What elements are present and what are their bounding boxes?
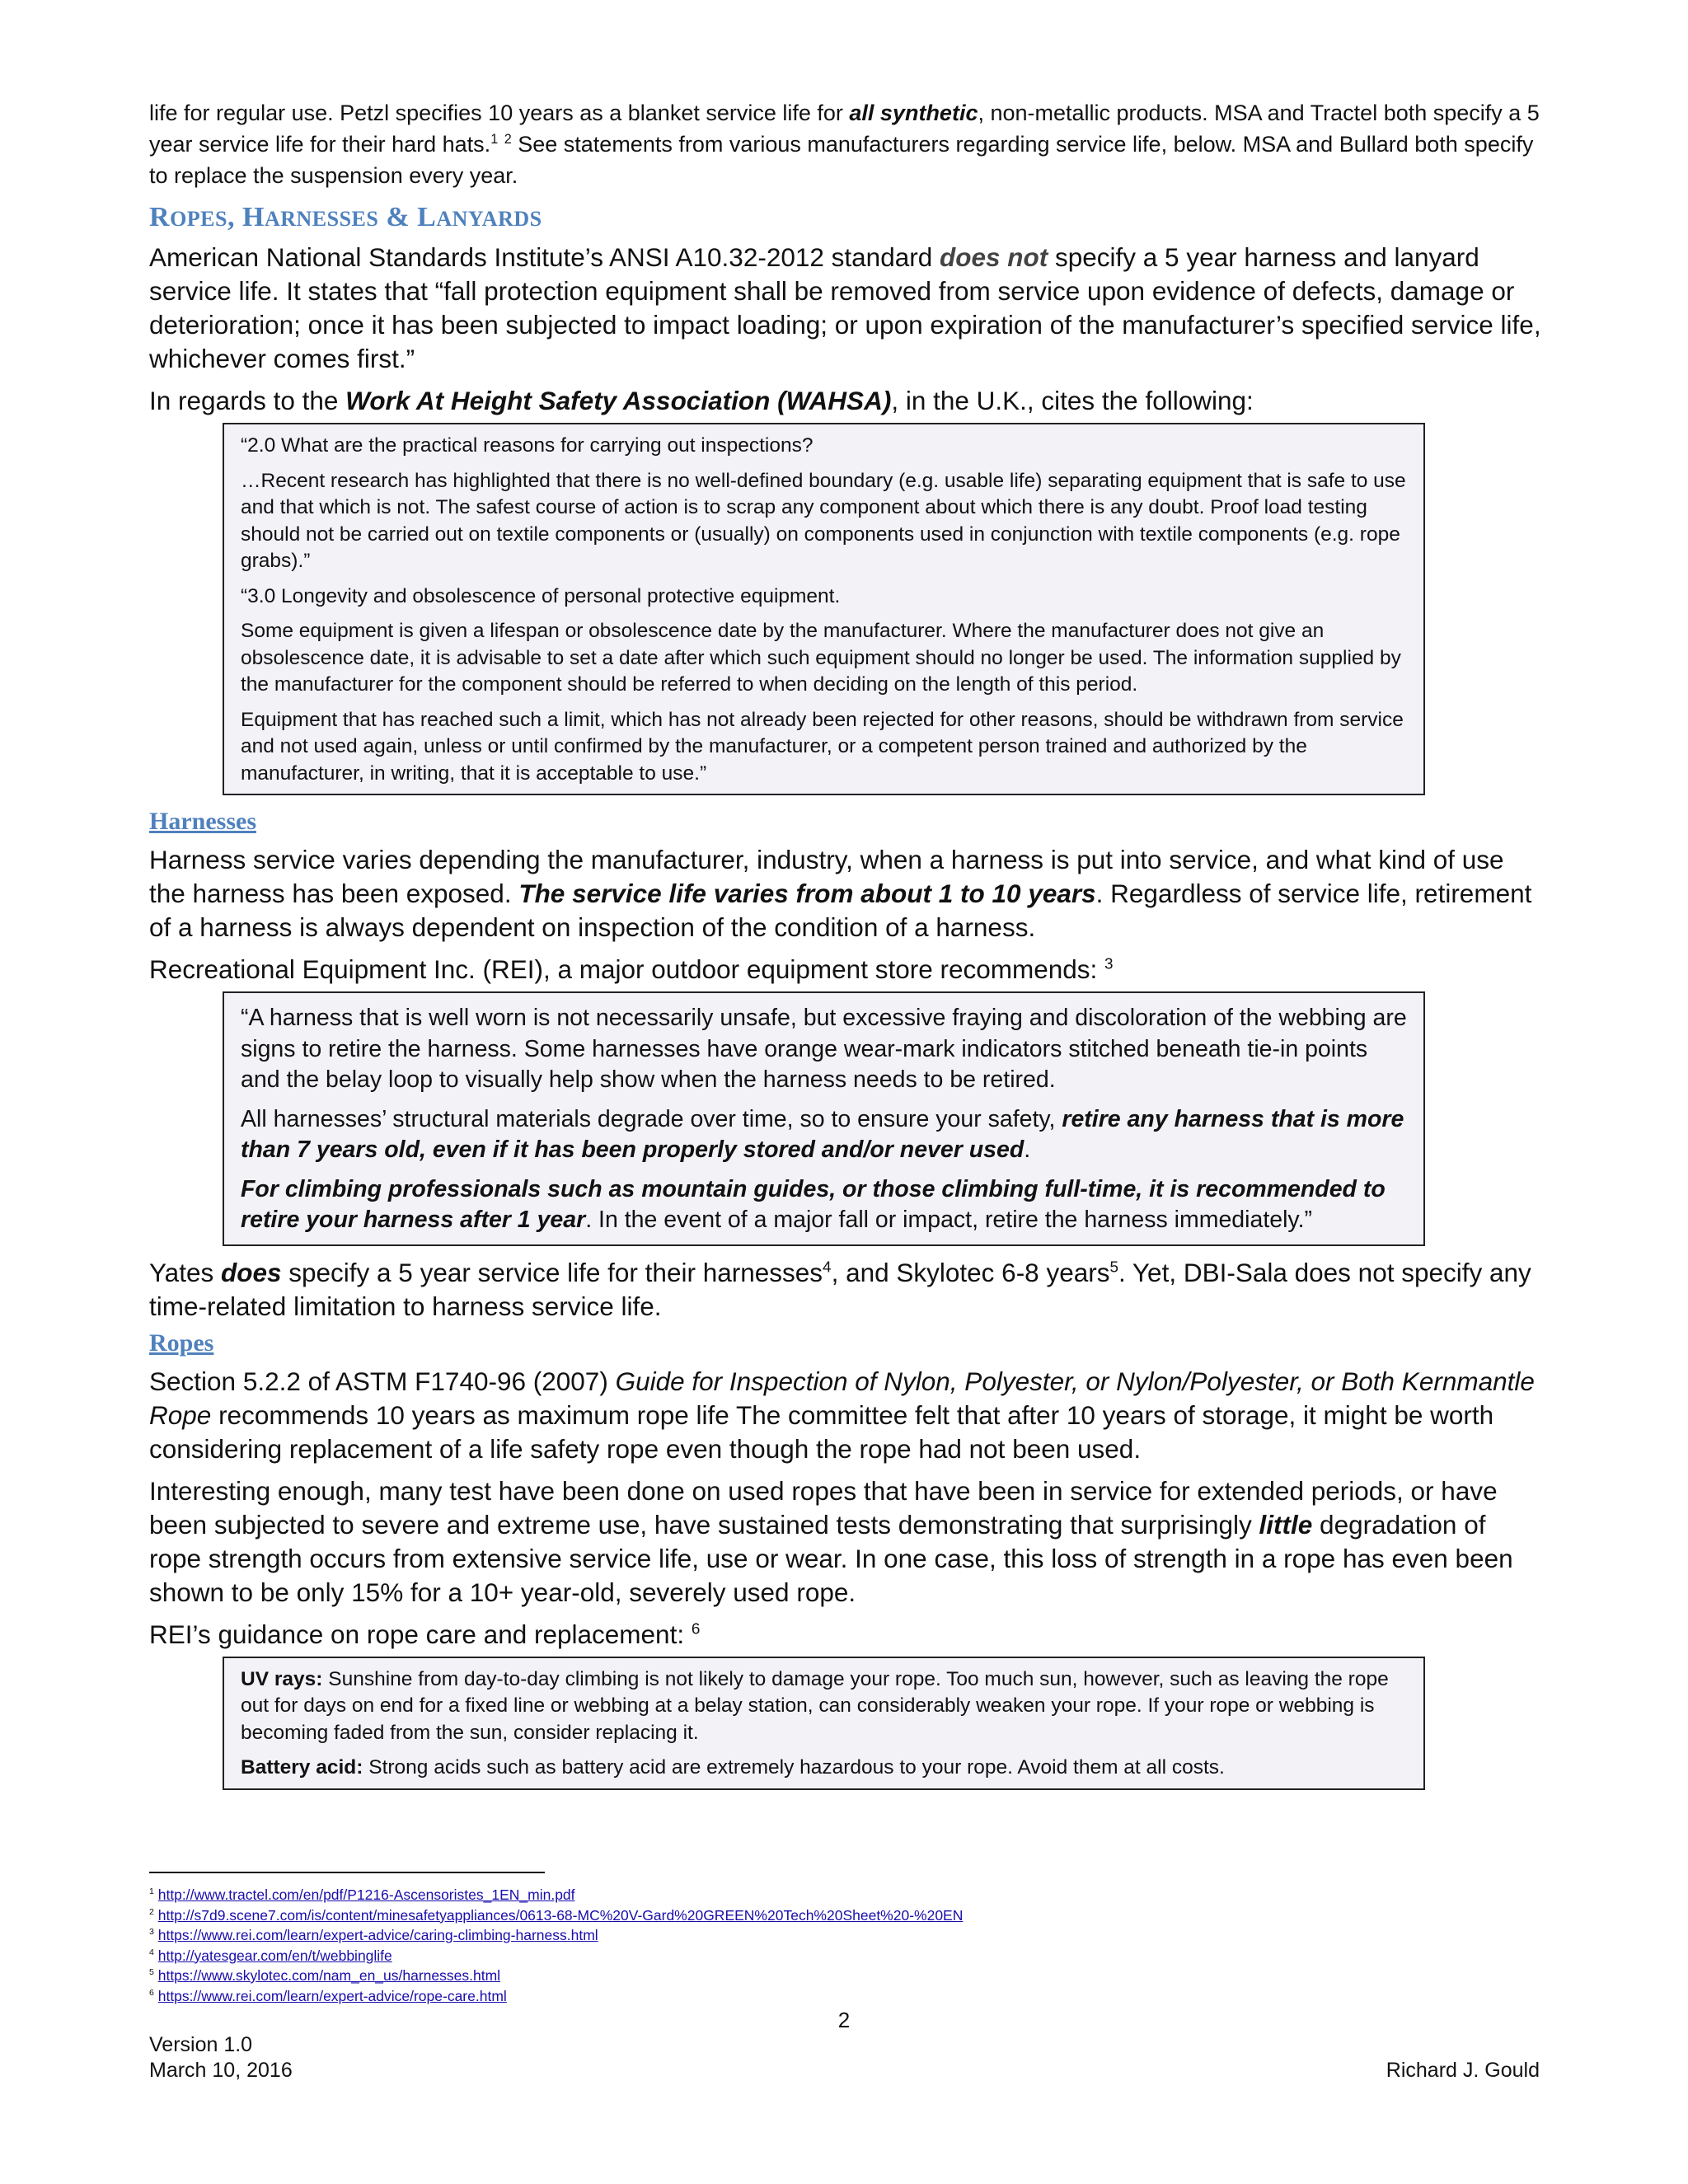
footnote-link[interactable]: http://www.tractel.com/en/pdf/P1216-Ascensoristes_1EN_min.pdf [157, 1886, 575, 1903]
quote-paragraph [241, 1666, 1407, 1747]
rei-harness-intro [149, 953, 1542, 987]
text-run: Harness service varies depending the manufacturer, industry, when a harness is put into service, and what kind of use the harness has been exposed. [149, 845, 1504, 908]
intro-paragraph [149, 97, 1542, 191]
astm-paragraph [149, 1365, 1542, 1466]
quote-paragraph: “2.0 What are the practical reasons for carrying out inspections? [241, 434, 814, 457]
rei-rope-quote-box [223, 1657, 1425, 1790]
version-label: Version 1.0 [149, 2033, 253, 2056]
footnote-number: 5 [149, 1967, 154, 1978]
footnote [149, 1905, 1386, 1926]
text-run: . Regardless of service life, retirement of a harness is always dependent on inspection of the condition of a harness. [149, 879, 1532, 942]
author-label: Richard J. Gould [1386, 2059, 1540, 2082]
subheading-harnesses: Harnesses [149, 808, 256, 835]
harness-service-paragraph [149, 843, 1542, 944]
footer-left [149, 2032, 293, 2083]
heading-smallcaps: ANYARDS [436, 207, 542, 231]
text-run: . Yet, DBI-Sala does not specify any time-related limitation to harness service life. [149, 1257, 1531, 1321]
heading-smallcaps: OPES [170, 207, 227, 231]
footnote [149, 1885, 1386, 1905]
quote-paragraph [241, 1174, 1407, 1236]
footnote [149, 1966, 1386, 1986]
text-run: . [1024, 1137, 1031, 1163]
heading-smallcaps: ARNESSES [264, 207, 379, 231]
text-run: , non-metallic products. MSA and Tractel both specify a 5 year service life for their hard hats. [149, 101, 1540, 157]
footnote [149, 1946, 1386, 1966]
footnote-link[interactable]: https://www.rei.com/learn/expert-advice/rope-care.html [157, 1987, 507, 2004]
heading-sep: , [227, 202, 242, 232]
quote-label: Battery acid: [241, 1756, 363, 1779]
text-run: Sunshine from day-to-day climbing is not likely to damage your rope. Too much sun, however, such as leaving the rope out for days on end for a fixed line or webbing at a belay station, can considerably weaken your rope. If your rope or webbing is becoming faded from the sun, consider replacing it. [241, 1667, 1389, 1744]
footnote-ref[interactable]: 1 [490, 132, 499, 147]
text-run: Section 5.2.2 of ASTM F1740-96 (2007) [149, 1366, 616, 1396]
wahsa-quote-box [223, 423, 1425, 795]
emphasis: For climbing professionals such as mountain guides, or those climbing full-time, it is recommended to retire your harness after 1 year [241, 1175, 1386, 1233]
heading-letter: H [241, 202, 265, 232]
text-run: Interesting enough, many test have been done on used ropes that have been in service for extended periods, or have been subjected to severe and extreme use, have sustained tests demonstrating that surprisingly [149, 1475, 1498, 1540]
footnote-link[interactable]: https://www.rei.com/learn/expert-advice/caring-climbing-harness.html [157, 1927, 598, 1943]
footnote-link[interactable]: http://yatesgear.com/en/t/webbinglife [157, 1947, 392, 1964]
date-label: March 10, 2016 [149, 2059, 293, 2082]
text-run: See statements from various manufacturers regarding service life, below. MSA and Bullard both specify to replace the suspension every year. [149, 132, 1534, 188]
quote-paragraph [241, 1104, 1407, 1166]
text-run: specify a 5 year service life for their harnesses [281, 1257, 823, 1287]
text-run: Recreational Equipment Inc. (REI), a major outdoor equipment store recommends: [149, 954, 1105, 984]
heading-letter: L [417, 202, 437, 232]
text-run: Strong acids such as battery acid are extremely hazardous to your rope. Avoid them at all costs. [363, 1756, 1225, 1779]
footnote-link[interactable]: https://www.skylotec.com/nam_en_us/harnesses.html [157, 1967, 501, 1984]
emphasis: does not [940, 242, 1048, 272]
heading-letter: R [149, 202, 171, 232]
footnotes [149, 1885, 1386, 2006]
footnote [149, 1925, 1386, 1946]
text-run: . In the event of a major fall or impact, retire the harness immediately.” [585, 1207, 1312, 1233]
emphasis: little [1259, 1509, 1313, 1540]
rope-tests-paragraph [149, 1474, 1542, 1610]
quote-paragraph: “3.0 Longevity and obsolescence of personal protective equipment. [241, 584, 841, 607]
text-run: life for regular use. Petzl specifies 10 years as a blanket service life for [149, 101, 850, 125]
footnote-number: 6 [149, 1987, 154, 1998]
footnote-separator [149, 1872, 545, 1873]
quote-label: UV rays: [241, 1667, 323, 1690]
rei-harness-quote-box [223, 991, 1425, 1246]
emphasis: The service life varies from about 1 to 10 years [518, 879, 1096, 908]
quote-paragraph [241, 1755, 1407, 1782]
footnote-number: 2 [149, 1906, 154, 1917]
emphasis: does [220, 1257, 282, 1287]
text-run: , in the U.K., cites the following: [891, 386, 1254, 415]
text-run: All harnesses’ structural materials degrade over time, so to ensure your safety, [241, 1105, 1062, 1132]
quote-paragraph: “A harness that is well worn is not necessarily unsafe, but excessive fraying and discoloration of the webbing are signs to retire the harness. Some harnesses have orange wear-mark indicators stitched beneath tie-in points and the belay loop to visually help show when the harness needs to be retired. [241, 1005, 1407, 1093]
emphasis: all synthetic [849, 101, 978, 125]
footnote-number: 3 [149, 1927, 154, 1938]
footnote-link[interactable]: http://s7d9.scene7.com/is/content/minesafetyappliances/0613-68-MC%20V-Gard%20GREEN%20Tech%20Sheet%20-%20EN [157, 1906, 964, 1924]
text-run: REI’s guidance on rope care and replacement: [149, 1619, 692, 1649]
wahsa-paragraph [149, 384, 1542, 418]
text-run: degradation of rope strength occurs from extensive service life, use or wear. In one case, this loss of strength in a rope has even been shown to be only 15% for a 10+ year-old, severely used rope. [149, 1509, 1513, 1607]
rei-rope-intro [149, 1618, 1542, 1652]
quote-paragraph: …Recent research has highlighted that there is no well-defined boundary (e.g. usable life) separating equipment that is safe to use and that which is not. The safest course of action is to scrap any component about which there is any doubt. Proof load testing should not be carried out on textile components or (usually) on components used in conjunction with textile components (e.g. rope grabs).” [241, 469, 1406, 572]
text-run: specify a 5 year harness and lanyard service life. It states that “fall protection equipment shall be removed from service upon evidence of defects, damage or deterioration; once it has been subjected to impact loading; or upon expiration of the manufacturer’s specified service life, whichever comes first.” [149, 242, 1541, 373]
page-number: 2 [837, 2008, 851, 2032]
footnote-number: 4 [149, 1947, 154, 1957]
quote-paragraph: Some equipment is given a lifespan or obsolescence date by the manufacturer. Where the manufacturer does not give an obsolescence date, it is advisable to set a date after which such equipment should no longer be used. The information supplied by the manufacturer for the component should be referred to when deciding on the length of this period. [241, 620, 1401, 696]
quote-paragraph: Equipment that has reached such a limit, which has not already been rejected for other reasons, should be withdrawn from service and not used again, unless or until confirmed by the manufacturer, or a competent person trained and authorized by the manufacturer, in writing, that it is acceptable to use.” [241, 708, 1404, 785]
text-run: recommends 10 years as maximum rope life The committee felt that after 10 years of storage, it might be worth considering replacement of a life safety rope even though the rope had not been used. [149, 1399, 1494, 1464]
subheading-ropes: Ropes [149, 1329, 214, 1357]
emphasis: Work At Height Safety Association (WAHSA) [345, 386, 892, 415]
document-page [149, 97, 1542, 1800]
footnote-ref[interactable]: 3 [1104, 955, 1114, 973]
text-run: , and Skylotec 6-8 years [831, 1257, 1110, 1287]
heading-sep: & [378, 202, 418, 232]
document-title: Guide for Inspection of Nylon, Polyester, or Nylon/Polyester, or Both Kernmantle Rope [149, 1366, 1535, 1430]
footnote-ref[interactable]: 6 [691, 1620, 701, 1638]
ansi-paragraph [149, 241, 1542, 376]
footnote-ref[interactable]: 5 [1109, 1258, 1118, 1276]
section-heading-ropes-harnesses-lanyards [149, 199, 1542, 237]
text-run: Yates [149, 1257, 221, 1287]
footnote-ref[interactable]: 4 [823, 1258, 832, 1276]
footnote-ref[interactable]: 2 [504, 132, 512, 147]
text-run: American National Standards Institute’s ANSI A10.32-2012 standard [149, 242, 940, 272]
yates-paragraph [149, 1256, 1542, 1324]
footnote [149, 1986, 1386, 2007]
emphasis: retire any harness that is more than 7 years old, even if it has been properly stored and/or never used [241, 1105, 1404, 1163]
footnote-number: 1 [149, 1886, 154, 1897]
text-run: In regards to the [149, 386, 346, 415]
